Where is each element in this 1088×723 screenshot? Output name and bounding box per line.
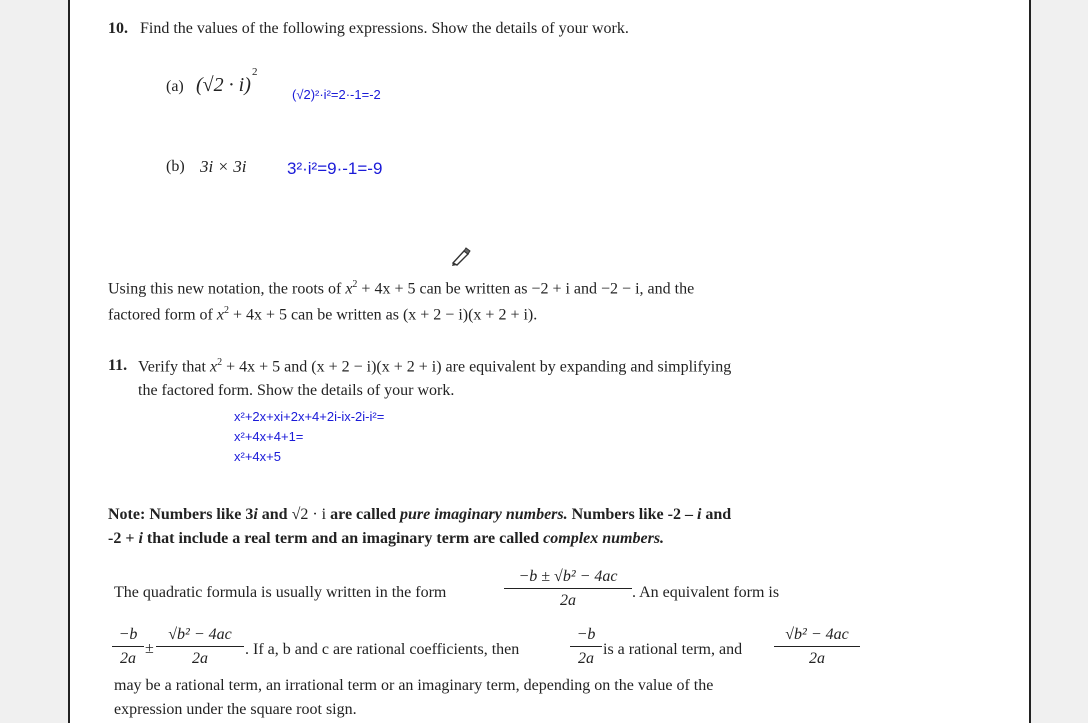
q11-work-line-1: x²+2x+xi+2x+4+2i-ix-2i-i²= [234, 409, 385, 424]
q10b-expression: 3i × 3i [200, 157, 247, 176]
fraction-1-numerator: −b [112, 626, 144, 647]
quadratic-line-3: may be a rational term, an irrational term or an imaginary term, depending on the value of the [114, 677, 714, 694]
quadratic-formula-denominator: 2a [560, 592, 576, 609]
notation-line2-pre: factored form of [108, 306, 213, 324]
q10a-label: (a) [166, 78, 184, 95]
q11-line1-post: are equivalent by expanding and simplifying [445, 358, 732, 376]
q10b-label: (b) [166, 158, 185, 175]
q11-line1-x: x [209, 358, 218, 376]
note-l1-e: and [701, 506, 732, 523]
notation-line2-form: (x + 2 − i)(x + 2 + i). [402, 306, 538, 324]
notation-root-2: −2 − i [601, 280, 640, 298]
note-l2-b: that include a real term and an imaginary term are called [142, 530, 544, 547]
q10a-exponent: 2 [252, 66, 258, 78]
note-l2-i: i [138, 530, 143, 547]
note-l1-i2: i [696, 506, 702, 523]
notation-line1-x: x [345, 280, 353, 298]
q11-line1-pre: Verify that [138, 358, 206, 376]
note-l1-b: and [257, 506, 292, 523]
fraction-4-numerator: √b² − 4ac [774, 626, 860, 647]
document-page [68, 0, 1031, 723]
note-line-2 [108, 530, 664, 548]
note-label: Note: [108, 506, 146, 523]
quadratic-line-2-mid: . If a, b and c are rational coefficients, then [245, 641, 520, 658]
notation-line-1 [108, 279, 694, 298]
note-l1-a: Numbers like 3 [149, 506, 254, 523]
q11-work-line-3: x²+4x+5 [234, 449, 281, 464]
notation-line2-mid: + 4x + 5 can be written as [232, 306, 399, 324]
q10b-handwritten-answer: 3²·i²=9·-1=-9 [287, 159, 383, 178]
quadratic-formula-fraction [504, 568, 632, 610]
notation-line1-and: and [573, 280, 598, 298]
note-term-complex: complex numbers. [543, 530, 665, 547]
notation-line2-x: x [216, 306, 224, 324]
quadratic-line-1-post: . An equivalent form is [632, 584, 780, 601]
fraction-1-denominator: 2a [120, 650, 136, 667]
note-l2-a: -2 + [108, 530, 139, 547]
q11-line1-mid: + 4x + 5 and [226, 358, 308, 376]
notation-line1-post: , and the [639, 280, 695, 298]
note-l1-i1: i [253, 506, 258, 523]
note-l1-sqrt: √2 · i [291, 506, 327, 523]
quadratic-line-2-mid2: is a rational term, and [603, 641, 743, 658]
quadratic-line-1-pre: The quadratic formula is usually written in the form [114, 584, 447, 601]
note-term-pure-imaginary: pure imaginary numbers. [400, 506, 568, 523]
pen-cursor-icon [450, 246, 472, 266]
fraction-neg-b-over-2a-second [570, 626, 602, 668]
quadratic-formula-numerator: −b ± √b² − 4ac [504, 568, 632, 589]
fraction-3-denominator: 2a [578, 650, 594, 667]
q11-work-line-2: x²+4x+4+1= [234, 429, 304, 444]
q10a-handwritten-answer: (√2)²·i²=2·-1=-2 [292, 87, 381, 102]
fraction-3-numerator: −b [570, 626, 602, 647]
q10-number: 10. [108, 20, 128, 37]
plus-minus-sign: ± [145, 640, 154, 657]
q10-prompt: Find the values of the following expressions. Show the details of your work. [140, 20, 629, 37]
quadratic-line-4: expression under the square root sign. [114, 701, 357, 718]
note-l1-d: Numbers like -2 – [567, 506, 697, 523]
note-line-1 [108, 506, 731, 524]
q11-line1-form: (x + 2 − i)(x + 2 + i) [311, 358, 442, 376]
fraction-4-denominator: 2a [809, 650, 825, 667]
q11-line-2: the factored form. Show the details of your work. [138, 382, 455, 399]
notation-line1-mid: + 4x + 5 can be written as [361, 280, 528, 298]
q11-number: 11. [108, 357, 128, 374]
fraction-sqrt-over-2a [156, 626, 244, 668]
q10a-expression: (√2 · i) [196, 74, 251, 96]
q11-line-1 [138, 357, 731, 376]
fraction-neg-b-over-2a [112, 626, 144, 668]
notation-line2-exp: 2 [223, 305, 229, 316]
notation-line1-pre: Using this new notation, the roots of [108, 280, 342, 298]
notation-root-1: −2 + i [531, 280, 570, 298]
fraction-2-numerator: √b² − 4ac [156, 626, 244, 647]
notation-line1-exp: 2 [352, 279, 358, 290]
note-l1-c: are called [326, 506, 401, 523]
fraction-sqrt-over-2a-second [774, 626, 860, 668]
notation-line-2 [108, 305, 537, 324]
q11-line1-exp: 2 [217, 357, 223, 368]
fraction-2-denominator: 2a [192, 650, 208, 667]
